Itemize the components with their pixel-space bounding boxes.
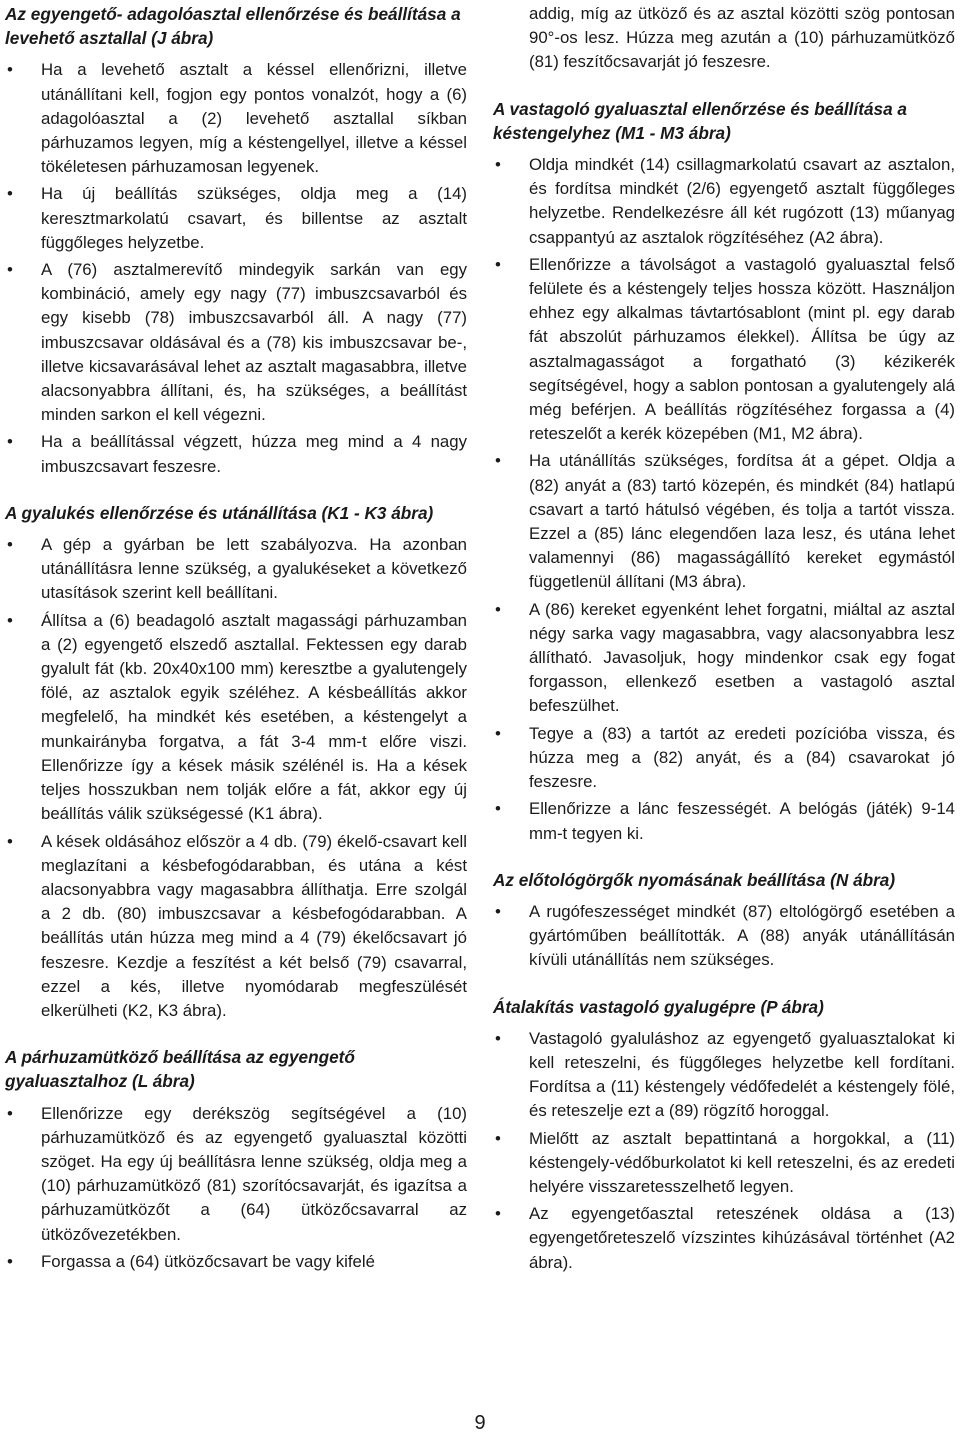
list-item: • A (86) kereket egyenként lehet forgatni, miáltal az asztal négy sarka vagy magasabbra, vagy alacsonyabbra lesz állítható. Javasoljuk, hogy mindenkor csak egy fogat forgasson, ellenkező esetben a vastagoló asztal befeszülhet. — [493, 598, 955, 719]
section-title-k: A gyalukés ellenőrzése és utánállítása (K1 - K3 ábra) — [5, 502, 434, 523]
list-item: • A (76) asztalmerevítő mindegyik sarkán van egy kombináció, amely egy nagy (77) imbuszcsavarból és egy kisebb (78) imbuszcsavarból áll. A nagy (77) imbuszcsavar oldásával és a (78) kis imbuszcsavar be-, illetve kicsavarásával lehet az asztalt magasabbra, illetve alacsonyabbra állítani, és, ha szükséges, a beállítást minden sarkon el kell végezni. — [5, 258, 467, 427]
section-list-m — [493, 153, 955, 846]
list-item: • Ha a beállítással végzett, húzza meg mind a 4 nagy imbuszcsavart feszesre. — [5, 430, 467, 478]
right-column — [493, 2, 955, 1278]
list-item: • Ellenőrizze a lánc feszességét. A belógás (játék) 9-14 mm-t tegyen ki. — [493, 797, 955, 845]
section-title-m: A vastagoló gyaluasztal ellenőrzése és beállítása a késtengelyhez (M1 - M3 ábra) — [493, 98, 907, 143]
list-item: • Ha utánállítás szükséges, fordítsa át a gépet. Oldja a (82) anyát a (83) tartó közepén, és mindkét (84) hatlapú csavart a tartó hátulsó végében, és tolja a tartót vissza. Ezzel a (85) lánc elegendően laza lesz, és utána lehet valamennyi (86) magasságállító kereket egymástól függetlenül állítani (M3 ábra). — [493, 449, 955, 594]
list-item: • Ha új beállítás szükséges, oldja meg a (14) keresztmarkolatú csavart, és billentse az asztalt függőleges helyzetbe. — [5, 182, 467, 255]
section-list-k — [5, 533, 467, 1023]
section-title-j: Az egyengető- adagolóasztal ellenőrzése és beállítása a levehető asztallal (J ábra) — [5, 4, 461, 49]
continued-paragraph: addig, míg az ütköző és az asztal közötti szög pontosan 90°-os lesz. Húzza meg azután a (10) párhuzamütköző (81) feszítőcsavarját jó feszesre. — [529, 4, 955, 72]
page-number: 9 — [474, 1412, 486, 1434]
section-list-p — [493, 1027, 955, 1275]
list-item: • Ellenőrizze a távolságot a vastagoló gyaluasztal felső felülete és a késtengely teljes hossza között. Használjon ehhez egy alkalmas távtartósablont (mint pl. egy darab fát abszolút párhuzamos élekkel). Állítsa be úgy az asztalmagasságot a forgatható (3) kézikerék segítségével, hogy a sablon pontosan a gyalutengely alá még beférjen. A beállítás rögzítéséhez forgassa a (4) reteszelőt a kerék közepében (M1, M2 ábra). — [493, 253, 955, 447]
list-item: • Állítsa a (6) beadagoló asztalt magassági párhuzamban a (2) egyengető elszedő asztallal. Fektessen egy darab gyalult fát (kb. 20x40x100 mm) keresztbe a gyalutengely fölé, az asztalok egyik széléhez. A késbeállítás akkor megfelelő, ha mindkét kés esetében, a késtengelyt a munkairányba forgatva, a fát 3-4 mm-t előre viszi. Ellenőrizze így a kések másik szélénél is. Ha a kések teljes hosszukban nem tolják előre a fát, akkor egy új beállítás válik szükségessé (K1 ábra). — [5, 609, 467, 827]
list-item: • Ha a levehető asztalt a késsel ellenőrizni, illetve utánállítani kell, fogjon egy pontos vonalzót, hogy a (6) adagolóasztal a (2) levehető asztallal síkban párhuzamos legyen, míg a késtengellyel, illetve a késsel tökéletesen párhuzamosan legyenek. — [5, 58, 467, 179]
list-item: • Ellenőrizze egy derékszög segítségével a (10) párhuzamütköző és az egyengető gyaluasztal közötti szöget. Ha egy új beállításra lenne szükség, oldja meg a (10) párhuzamütköző (81) szorítócsavarját, és igazítsa a párhuzamütközőt a (64) ütközőcsavarral az ütközővezetékben. — [5, 1102, 467, 1247]
list-item: • A rugófeszességet mindkét (87) eltológörgő esetében a gyártóműben beállították. A (88) anyák utánállításán kívüli utánállítás nem szükséges. — [493, 900, 955, 973]
list-item: • Oldja mindkét (14) csillagmarkolatú csavart az asztalon, és fordítsa mindkét (2/6) egyengető asztalt függőleges helyzetbe. Rendelkezésre áll két rugózott (13) műanyag csappantyú az asztalok rögzítéséhez (A2 ábra). — [493, 153, 955, 250]
section-title-p: Átalakítás vastagoló gyalugépre (P ábra) — [493, 996, 824, 1017]
list-item: • Vastagoló gyaluláshoz az egyengető gyaluasztalokat ki kell reteszelni, és függőleges helyzetbe kell fordítani. Fordítsa a (11) késtengely védőfedelét a késtengely fölé, és reteszelje ezt a (89) rögzítő horoggal. — [493, 1027, 955, 1124]
section-title-n: Az előtológörgők nyomásának beállítása (N ábra) — [493, 869, 896, 890]
list-item: • Tegye a (83) a tartót az eredeti pozícióba vissza, és húzza meg a (82) anyát, és a (84) csavarokat jó feszesre. — [493, 722, 955, 795]
section-list-j — [5, 58, 467, 478]
section-title-l: A párhuzamütköző beállítása az egyengető gyaluasztalhoz (L ábra) — [5, 1047, 355, 1092]
left-column — [5, 2, 467, 1277]
list-item: • Forgassa a (64) ütközőcsavart be vagy kifelé — [5, 1250, 467, 1274]
section-list-l — [5, 1102, 467, 1274]
list-item: • A gép a gyárban be lett szabályozva. Ha azonban utánállításra lenne szükség, a gyalukéseket a következő utasítások szerint kell beállítani. — [5, 533, 467, 606]
list-item: • Az egyengetőasztal reteszének oldása a (13) egyengetőreteszelő vízszintes kihúzásával történhet (A2 ábra). — [493, 1202, 955, 1275]
section-list-n — [493, 900, 955, 973]
list-item: • Mielőtt az asztalt bepattintaná a horgokkal, a (11) késtengely-védőburkolatot ki kell reteszelni, és az eredeti helyére visszaretesszelhető legyen. — [493, 1127, 955, 1200]
list-item: • A kések oldásához először a 4 db. (79) ékelő-csavart kell meglazítani a késbefogódarabban, és utána a kést alacsonyabbra vagy magasabbra állíthatja. Erre szolgál a 2 db. (80) imbuszcsavar a késbefogódarabban. A beállítás után húzza meg mind a 4 (79) ékelőcsavart jó feszesre. Kezdje a feszítést a két belső (79) csavarral, ezzel a kés, illetve nyomódarab megfeszülését elkerülheti (K2, K3 ábra). — [5, 830, 467, 1024]
